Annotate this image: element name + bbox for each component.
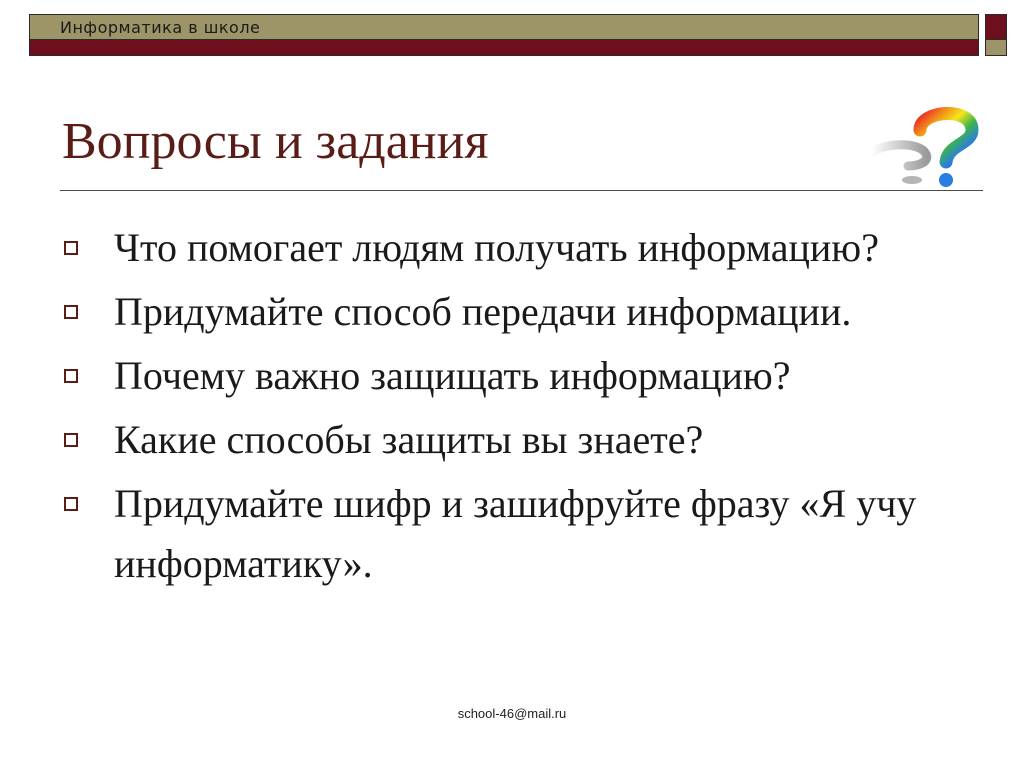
square-bullet-icon — [64, 241, 78, 255]
header-bar — [29, 14, 979, 56]
footer-email: school-46@mail.ru — [457, 706, 567, 721]
header-band — [29, 14, 979, 40]
title-divider — [60, 190, 983, 191]
square-bullet-icon — [64, 305, 78, 319]
list-item — [62, 346, 982, 406]
slide-title: Вопросы и задания — [62, 113, 489, 170]
list-item — [62, 410, 982, 470]
list-item — [62, 218, 982, 278]
question-list — [62, 218, 982, 598]
corner-block-red — [985, 14, 1007, 40]
list-item-text: Какие способы защиты вы знаете? — [114, 417, 704, 462]
header-title: Информатика в школе — [60, 18, 261, 37]
square-bullet-icon — [64, 369, 78, 383]
square-bullet-icon — [64, 497, 78, 511]
header-strip — [29, 40, 979, 56]
corner-block-olive — [985, 40, 1007, 56]
square-bullet-icon — [64, 433, 78, 447]
list-item-text: Почему важно защищать информацию? — [114, 353, 791, 398]
rainbow-question-mark-icon — [868, 104, 988, 190]
list-item-text: Придумайте способ передачи информации. — [114, 289, 852, 334]
list-item — [62, 282, 982, 342]
list-item — [62, 474, 982, 594]
list-item-text: Что помогает людям получать информацию? — [114, 225, 879, 270]
list-item-text: Придумайте шифр и зашифруйте фразу «Я учу информатику». — [114, 481, 917, 586]
